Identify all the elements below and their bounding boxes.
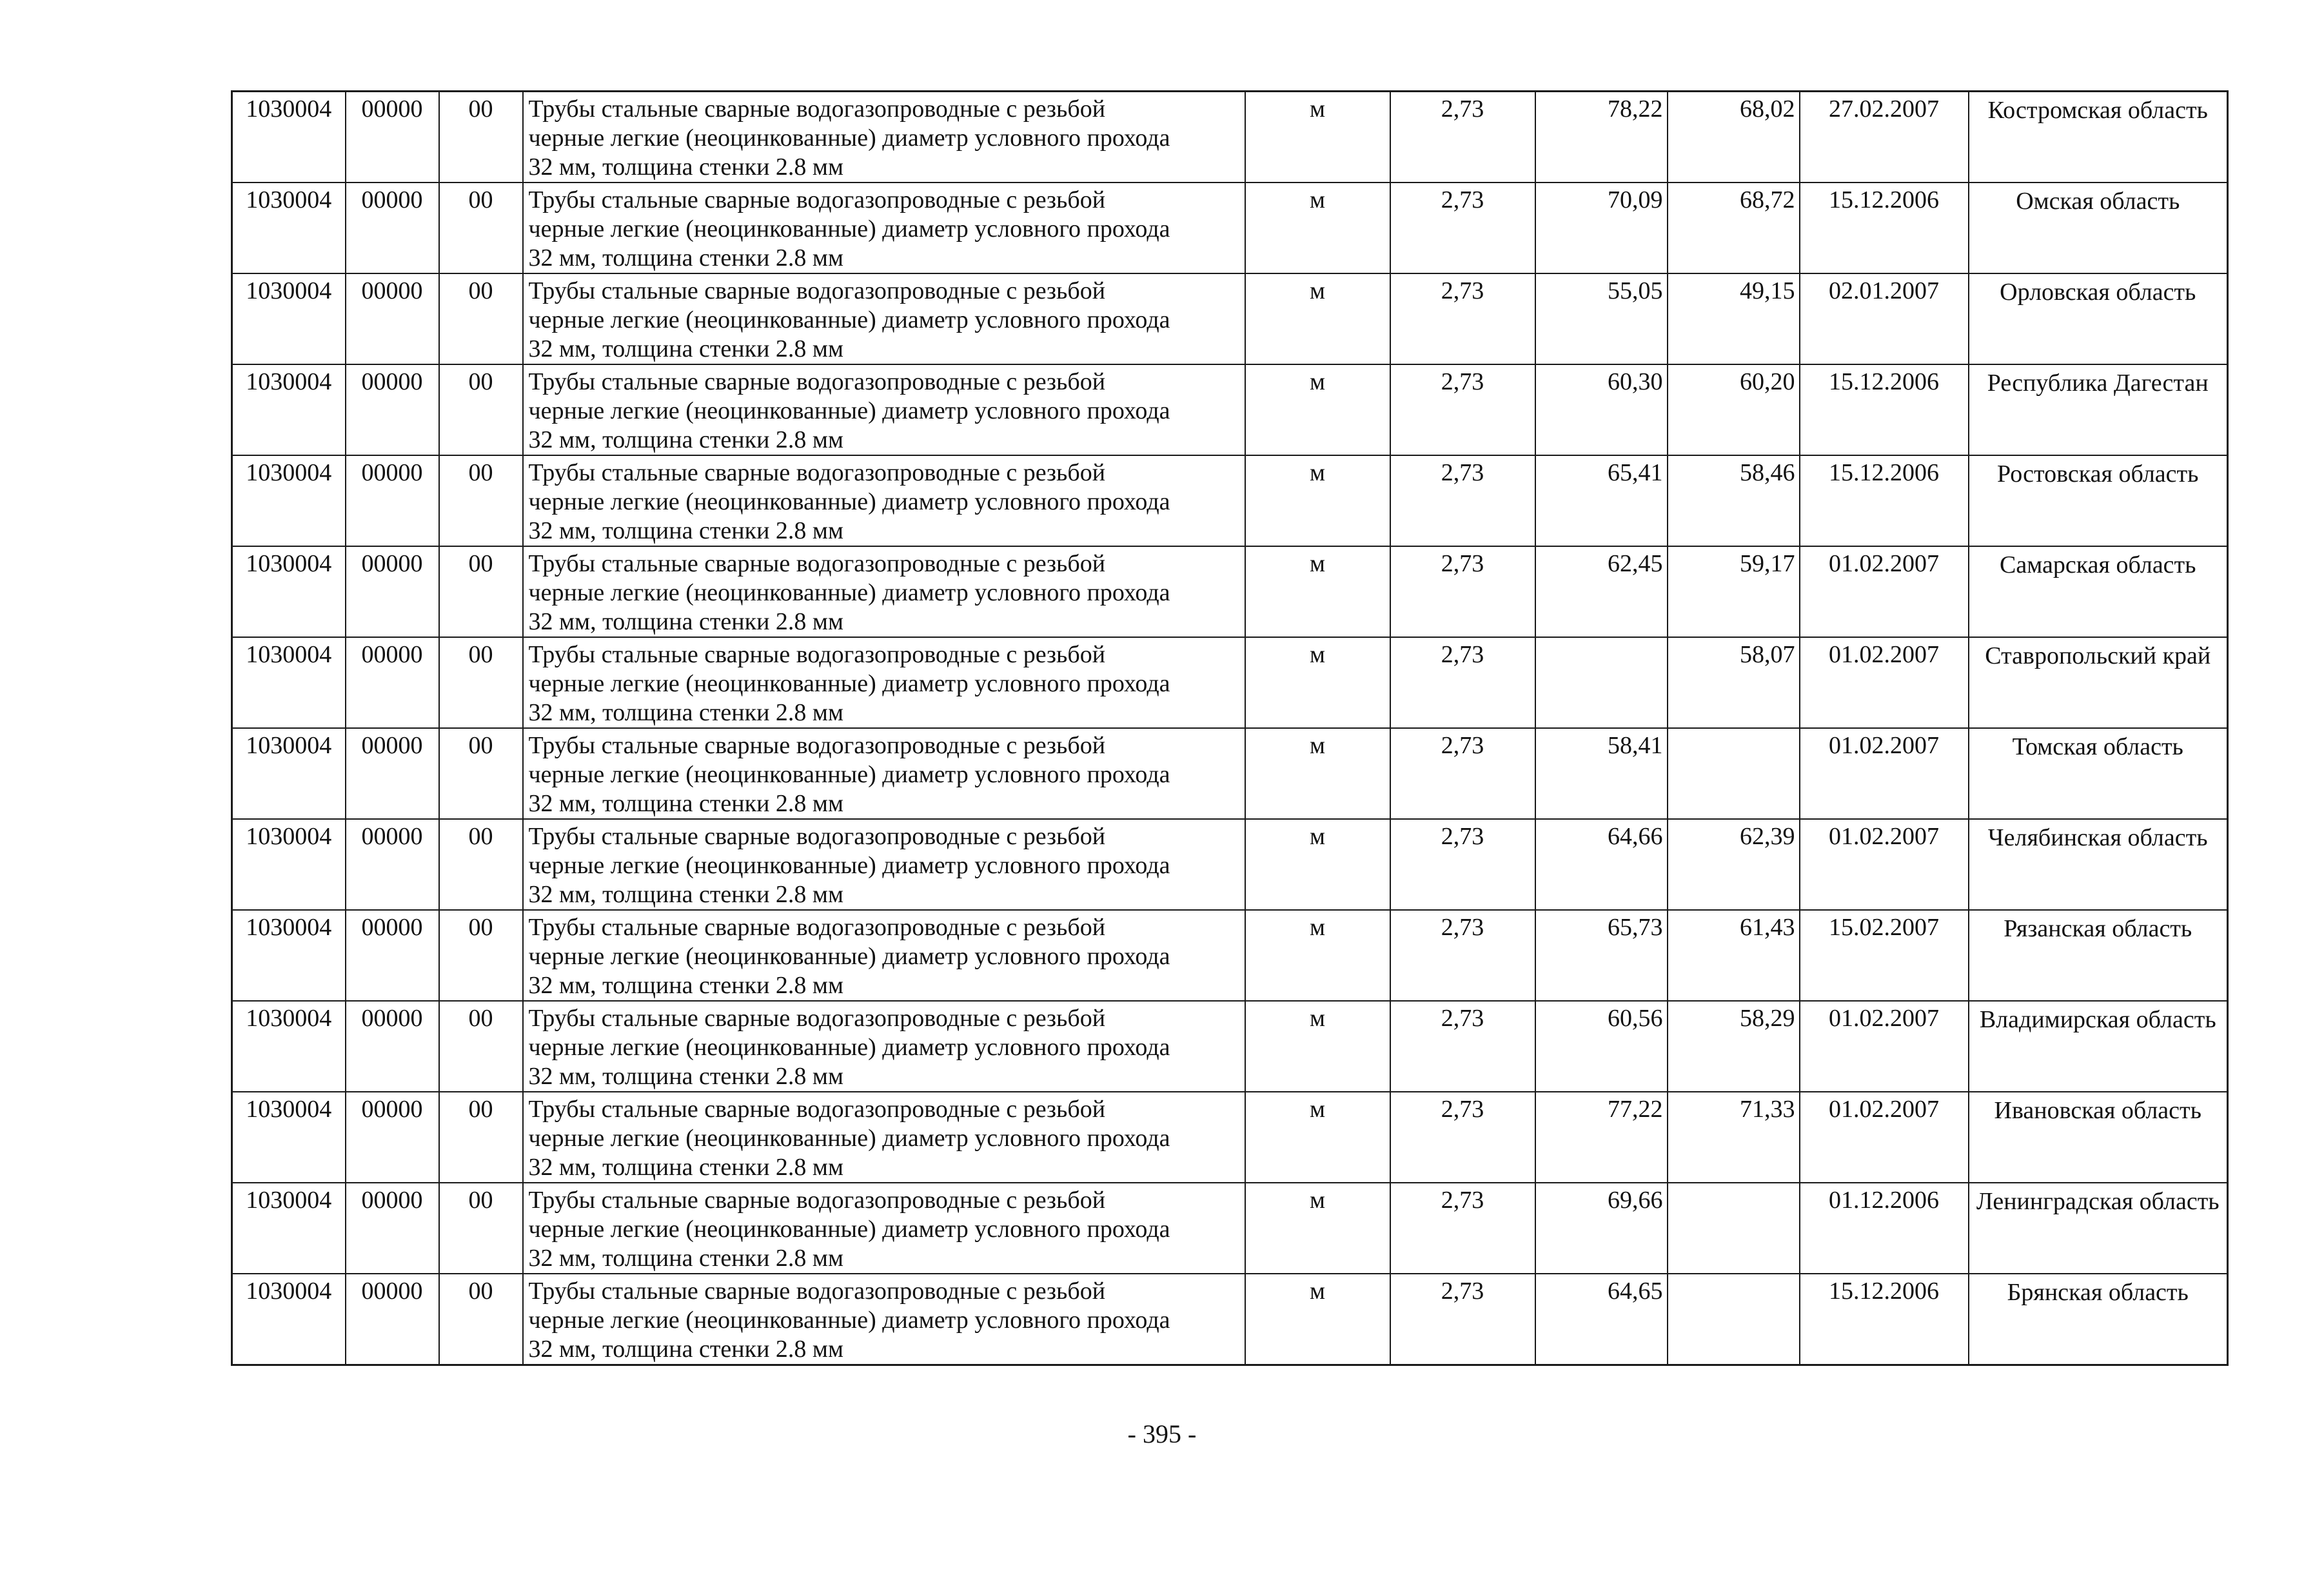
- sub-code-cell: 00000: [346, 455, 439, 546]
- date-cell: 02.01.2007: [1800, 273, 1969, 364]
- price-1-cell: 62,45: [1535, 546, 1668, 637]
- unit-cell: м: [1245, 637, 1390, 728]
- price-1-cell: 64,65: [1535, 1274, 1668, 1365]
- table-row: [232, 1183, 2228, 1274]
- table-row: [232, 910, 2228, 1001]
- coefficient-cell: 2,73: [1390, 1092, 1535, 1183]
- resource-code-cell: 1030004: [232, 364, 346, 455]
- sub-code-cell: 00000: [346, 819, 439, 910]
- sub-code-cell: 00000: [346, 1183, 439, 1274]
- coefficient-cell: 2,73: [1390, 92, 1535, 183]
- table-row: [232, 819, 2228, 910]
- price-1-cell: 58,41: [1535, 728, 1668, 819]
- resource-code-cell: 1030004: [232, 637, 346, 728]
- unit-cell: м: [1245, 455, 1390, 546]
- price-2-cell: 59,17: [1668, 546, 1800, 637]
- region-cell: Ивановская область: [1969, 1092, 2228, 1183]
- region-cell: Челябинская область: [1969, 819, 2228, 910]
- price-1-cell: 78,22: [1535, 92, 1668, 183]
- version-code-cell: 00: [439, 819, 523, 910]
- table-row: [232, 1274, 2228, 1365]
- sub-code-cell: 00000: [346, 728, 439, 819]
- coefficient-cell: 2,73: [1390, 183, 1535, 273]
- date-cell: 01.12.2006: [1800, 1183, 1969, 1274]
- version-code-cell: 00: [439, 1274, 523, 1365]
- resource-code-cell: 1030004: [232, 728, 346, 819]
- version-code-cell: 00: [439, 637, 523, 728]
- price-2-cell: 49,15: [1668, 273, 1800, 364]
- version-code-cell: 00: [439, 364, 523, 455]
- date-cell: 01.02.2007: [1800, 637, 1969, 728]
- price-1-cell: 70,09: [1535, 183, 1668, 273]
- price-1-cell: 65,73: [1535, 910, 1668, 1001]
- sub-code-cell: 00000: [346, 1092, 439, 1183]
- coefficient-cell: 2,73: [1390, 455, 1535, 546]
- price-2-cell: 71,33: [1668, 1092, 1800, 1183]
- coefficient-cell: 2,73: [1390, 546, 1535, 637]
- price-2-cell: [1668, 1183, 1800, 1274]
- coefficient-cell: 2,73: [1390, 1001, 1535, 1092]
- region-cell: Ростовская область: [1969, 455, 2228, 546]
- resource-name-cell: Трубы стальные сварные водогазопроводные с резьбой черные легкие (неоцинкованные) диаметр условного прохода 32 мм, толщина стенки 2.8 мм: [523, 728, 1245, 819]
- table-row: [232, 728, 2228, 819]
- price-2-cell: 58,46: [1668, 455, 1800, 546]
- resource-code-cell: 1030004: [232, 1001, 346, 1092]
- resource-code-cell: 1030004: [232, 1274, 346, 1365]
- region-cell: Республика Дагестан: [1969, 364, 2228, 455]
- resource-name-cell: Трубы стальные сварные водогазопроводные с резьбой черные легкие (неоцинкованные) диаметр условного прохода 32 мм, толщина стенки 2.8 мм: [523, 1183, 1245, 1274]
- coefficient-cell: 2,73: [1390, 728, 1535, 819]
- region-cell: Владимирская область: [1969, 1001, 2228, 1092]
- unit-cell: м: [1245, 910, 1390, 1001]
- unit-cell: м: [1245, 819, 1390, 910]
- sub-code-cell: 00000: [346, 364, 439, 455]
- price-2-cell: 61,43: [1668, 910, 1800, 1001]
- resource-name-cell: Трубы стальные сварные водогазопроводные с резьбой черные легкие (неоцинкованные) диаметр условного прохода 32 мм, толщина стенки 2.8 мм: [523, 183, 1245, 273]
- resource-code-cell: 1030004: [232, 455, 346, 546]
- table-row: [232, 1001, 2228, 1092]
- resource-name-cell: Трубы стальные сварные водогазопроводные с резьбой черные легкие (неоцинкованные) диаметр условного прохода 32 мм, толщина стенки 2.8 мм: [523, 1001, 1245, 1092]
- price-1-cell: 64,66: [1535, 819, 1668, 910]
- unit-cell: м: [1245, 364, 1390, 455]
- table-row: [232, 455, 2228, 546]
- date-cell: 15.12.2006: [1800, 364, 1969, 455]
- resource-code-cell: 1030004: [232, 819, 346, 910]
- region-cell: Рязанская область: [1969, 910, 2228, 1001]
- table-row: [232, 273, 2228, 364]
- date-cell: 27.02.2007: [1800, 92, 1969, 183]
- region-cell: Костромская область: [1969, 92, 2228, 183]
- unit-cell: м: [1245, 183, 1390, 273]
- price-2-cell: [1668, 728, 1800, 819]
- resource-name-cell: Трубы стальные сварные водогазопроводные с резьбой черные легкие (неоцинкованные) диаметр условного прохода 32 мм, толщина стенки 2.8 мм: [523, 637, 1245, 728]
- price-2-cell: 58,29: [1668, 1001, 1800, 1092]
- version-code-cell: 00: [439, 1092, 523, 1183]
- price-1-cell: 60,30: [1535, 364, 1668, 455]
- resource-name-cell: Трубы стальные сварные водогазопроводные с резьбой черные легкие (неоцинкованные) диаметр условного прохода 32 мм, толщина стенки 2.8 мм: [523, 910, 1245, 1001]
- resource-code-cell: 1030004: [232, 92, 346, 183]
- coefficient-cell: 2,73: [1390, 1183, 1535, 1274]
- table-row: [232, 637, 2228, 728]
- resource-name-cell: Трубы стальные сварные водогазопроводные с резьбой черные легкие (неоцинкованные) диаметр условного прохода 32 мм, толщина стенки 2.8 мм: [523, 546, 1245, 637]
- date-cell: 01.02.2007: [1800, 1001, 1969, 1092]
- unit-cell: м: [1245, 1274, 1390, 1365]
- table-row: [232, 1092, 2228, 1183]
- version-code-cell: 00: [439, 183, 523, 273]
- sub-code-cell: 00000: [346, 546, 439, 637]
- price-2-cell: 62,39: [1668, 819, 1800, 910]
- price-2-cell: 58,07: [1668, 637, 1800, 728]
- table-row: [232, 183, 2228, 273]
- date-cell: 01.02.2007: [1800, 728, 1969, 819]
- price-2-cell: 60,20: [1668, 364, 1800, 455]
- unit-cell: м: [1245, 1001, 1390, 1092]
- resource-name-cell: Трубы стальные сварные водогазопроводные с резьбой черные легкие (неоцинкованные) диаметр условного прохода 32 мм, толщина стенки 2.8 мм: [523, 364, 1245, 455]
- coefficient-cell: 2,73: [1390, 273, 1535, 364]
- coefficient-cell: 2,73: [1390, 637, 1535, 728]
- unit-cell: м: [1245, 728, 1390, 819]
- date-cell: 01.02.2007: [1800, 546, 1969, 637]
- region-cell: Ленинградская область: [1969, 1183, 2228, 1274]
- coefficient-cell: 2,73: [1390, 910, 1535, 1001]
- date-cell: 01.02.2007: [1800, 1092, 1969, 1183]
- region-cell: Брянская область: [1969, 1274, 2228, 1365]
- resource-code-cell: 1030004: [232, 546, 346, 637]
- version-code-cell: 00: [439, 910, 523, 1001]
- date-cell: 15.02.2007: [1800, 910, 1969, 1001]
- version-code-cell: 00: [439, 1001, 523, 1092]
- resource-code-cell: 1030004: [232, 1092, 346, 1183]
- table-row: [232, 546, 2228, 637]
- price-table: [231, 90, 2229, 1366]
- price-1-cell: 69,66: [1535, 1183, 1668, 1274]
- resource-code-cell: 1030004: [232, 910, 346, 1001]
- document-sheet: [231, 90, 2227, 1366]
- resource-name-cell: Трубы стальные сварные водогазопроводные с резьбой черные легкие (неоцинкованные) диаметр условного прохода 32 мм, толщина стенки 2.8 мм: [523, 92, 1245, 183]
- resource-name-cell: Трубы стальные сварные водогазопроводные с резьбой черные легкие (неоцинкованные) диаметр условного прохода 32 мм, толщина стенки 2.8 мм: [523, 1274, 1245, 1365]
- resource-name-cell: Трубы стальные сварные водогазопроводные с резьбой черные легкие (неоцинкованные) диаметр условного прохода 32 мм, толщина стенки 2.8 мм: [523, 455, 1245, 546]
- coefficient-cell: 2,73: [1390, 1274, 1535, 1365]
- date-cell: 15.12.2006: [1800, 183, 1969, 273]
- sub-code-cell: 00000: [346, 637, 439, 728]
- version-code-cell: 00: [439, 546, 523, 637]
- region-cell: Орловская область: [1969, 273, 2228, 364]
- price-1-cell: 55,05: [1535, 273, 1668, 364]
- price-1-cell: 60,56: [1535, 1001, 1668, 1092]
- date-cell: 15.12.2006: [1800, 1274, 1969, 1365]
- unit-cell: м: [1245, 546, 1390, 637]
- region-cell: Томская область: [1969, 728, 2228, 819]
- region-cell: Омская область: [1969, 183, 2228, 273]
- unit-cell: м: [1245, 92, 1390, 183]
- resource-name-cell: Трубы стальные сварные водогазопроводные с резьбой черные легкие (неоцинкованные) диаметр условного прохода 32 мм, толщина стенки 2.8 мм: [523, 1092, 1245, 1183]
- sub-code-cell: 00000: [346, 910, 439, 1001]
- resource-name-cell: Трубы стальные сварные водогазопроводные с резьбой черные легкие (неоцинкованные) диаметр условного прохода 32 мм, толщина стенки 2.8 мм: [523, 273, 1245, 364]
- price-2-cell: 68,72: [1668, 183, 1800, 273]
- price-1-cell: [1535, 637, 1668, 728]
- table-row: [232, 92, 2228, 183]
- resource-code-cell: 1030004: [232, 1183, 346, 1274]
- price-2-cell: 68,02: [1668, 92, 1800, 183]
- sub-code-cell: 00000: [346, 273, 439, 364]
- page-number: - 395 -: [1127, 1419, 1197, 1448]
- region-cell: Ставропольский край: [1969, 637, 2228, 728]
- price-2-cell: [1668, 1274, 1800, 1365]
- price-1-cell: 65,41: [1535, 455, 1668, 546]
- resource-name-cell: Трубы стальные сварные водогазопроводные с резьбой черные легкие (неоцинкованные) диаметр условного прохода 32 мм, толщина стенки 2.8 мм: [523, 819, 1245, 910]
- coefficient-cell: 2,73: [1390, 819, 1535, 910]
- table-body: [232, 92, 2228, 1365]
- unit-cell: м: [1245, 273, 1390, 364]
- unit-cell: м: [1245, 1183, 1390, 1274]
- sub-code-cell: 00000: [346, 1274, 439, 1365]
- date-cell: 01.02.2007: [1800, 819, 1969, 910]
- version-code-cell: 00: [439, 92, 523, 183]
- sub-code-cell: 00000: [346, 1001, 439, 1092]
- version-code-cell: 00: [439, 455, 523, 546]
- version-code-cell: 00: [439, 728, 523, 819]
- unit-cell: м: [1245, 1092, 1390, 1183]
- date-cell: 15.12.2006: [1800, 455, 1969, 546]
- coefficient-cell: 2,73: [1390, 364, 1535, 455]
- table-row: [232, 364, 2228, 455]
- resource-code-cell: 1030004: [232, 273, 346, 364]
- region-cell: Самарская область: [1969, 546, 2228, 637]
- sub-code-cell: 00000: [346, 183, 439, 273]
- price-1-cell: 77,22: [1535, 1092, 1668, 1183]
- version-code-cell: 00: [439, 1183, 523, 1274]
- resource-code-cell: 1030004: [232, 183, 346, 273]
- version-code-cell: 00: [439, 273, 523, 364]
- sub-code-cell: 00000: [346, 92, 439, 183]
